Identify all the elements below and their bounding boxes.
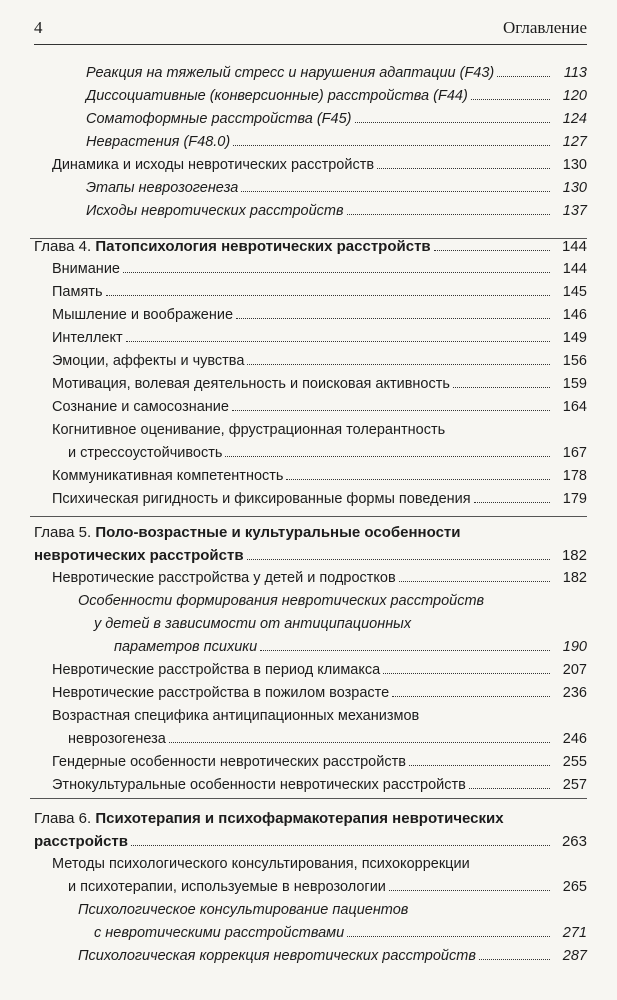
toc-page-number: 255 (562, 754, 587, 770)
toc-entry: Психическая ригидность и фиксированные формы поведения 179 (0, 488, 617, 511)
toc-page-number: 149 (562, 330, 587, 346)
toc-page-number: 130 (562, 157, 587, 173)
toc-page-number: 182 (561, 547, 587, 564)
toc-page-number: 127 (562, 134, 587, 150)
toc-page-number: 144 (561, 238, 587, 255)
toc-entry: Гендерные особенности невротических расстройств 255 (0, 751, 617, 774)
toc-page-number: 130 (562, 180, 587, 196)
toc-page-number: 159 (562, 376, 587, 392)
page-header (34, 18, 587, 45)
toc-entry: Исходы невротических расстройств 137 (0, 200, 617, 223)
toc-entry: Мышление и воображение 146 (0, 304, 617, 327)
toc-entry: Соматоформные расстройства (F45) 124 (0, 108, 617, 131)
toc-page-number: 144 (562, 261, 587, 277)
toc-page-number: 178 (562, 468, 587, 484)
toc-page-number: 167 (562, 445, 587, 461)
toc-entry: Диссоциативные (конверсионные) расстройства (F44) 120 (0, 85, 617, 108)
toc-page-number: 246 (562, 731, 587, 747)
toc-page-number: 145 (562, 284, 587, 300)
page-number: 4 (34, 18, 43, 37)
chapter-heading: Глава 5. Поло-возрастные и культуральные особенности невротических расстройств 182 (0, 521, 617, 567)
toc-entry: Память 145 (0, 281, 617, 304)
toc-page-number: 124 (562, 111, 587, 127)
toc-page-number: 146 (562, 307, 587, 323)
toc-entry: Интеллект 149 (0, 327, 617, 350)
toc-entry: Сознание и самосознание 164 (0, 396, 617, 419)
toc-page-number: 156 (562, 353, 587, 369)
chapter-heading: Глава 4. Патопсихология невротических расстройств 144 (0, 235, 617, 258)
toc-page-number: 120 (562, 88, 587, 104)
chapter-heading: Глава 6. Психотерапия и психофармакотерапия невротических расстройств 263 (0, 807, 617, 853)
toc-page-number: 236 (562, 685, 587, 701)
toc-page-number: 257 (562, 777, 587, 793)
toc-entry: Внимание 144 (0, 258, 617, 281)
toc-entry: Возрастная специфика антиципационных механизмов неврозогенеза 246 (0, 705, 617, 751)
running-title: Оглавление (503, 18, 587, 37)
toc-entry: Этнокультуральные особенности невротических расстройств 257 (0, 774, 617, 797)
toc-page-number: 164 (562, 399, 587, 415)
toc-page-number: 182 (562, 570, 587, 586)
toc-entry: Психологическое консультирование пациентов с невротическими расстройствами 271 (0, 899, 617, 945)
toc-entry: Невротические расстройства в период климакса 207 (0, 659, 617, 682)
toc-entry: Методы психологического консультирования, психокоррекции и психотерапии, используемые в неврозологии 265 (0, 853, 617, 899)
toc-page-number: 265 (562, 879, 587, 895)
toc-entry: Эмоции, аффекты и чувства 156 (0, 350, 617, 373)
toc-page-number: 179 (562, 491, 587, 507)
toc-page-number: 207 (562, 662, 587, 678)
toc-entry: Невротические расстройства у детей и подростков 182 (0, 567, 617, 590)
toc-entry: Психологическая коррекция невротических расстройств 287 (0, 945, 617, 968)
toc-entry: Коммуникативная компетентность 178 (0, 465, 617, 488)
toc-entry: Неврастения (F48.0) 127 (0, 131, 617, 154)
toc-entry: Этапы неврозогенеза 130 (0, 177, 617, 200)
toc-page-number: 263 (561, 833, 587, 850)
toc-page-number: 271 (562, 925, 587, 941)
toc-page-number: 190 (562, 639, 587, 655)
toc-entry: Невротические расстройства в пожилом возрасте 236 (0, 682, 617, 705)
toc-entry: Реакция на тяжелый стресс и нарушения адаптации (F43) 113 (0, 62, 617, 85)
table-of-contents (0, 62, 617, 968)
toc-entry: Динамика и исходы невротических расстройств 130 (0, 154, 617, 177)
toc-page-number: 113 (563, 65, 587, 81)
toc-page-number: 287 (562, 948, 587, 964)
section-divider (30, 516, 587, 517)
toc-entry: Мотивация, волевая деятельность и поисковая активность 159 (0, 373, 617, 396)
section-divider (30, 798, 587, 799)
toc-entry: Особенности формирования невротических расстройств у детей в зависимости от антиципационных параметров психики 190 (0, 590, 617, 659)
toc-page-number: 137 (562, 203, 587, 219)
toc-entry: Когнитивное оценивание, фрустрационная толерантность и стрессоустойчивость 167 (0, 419, 617, 465)
